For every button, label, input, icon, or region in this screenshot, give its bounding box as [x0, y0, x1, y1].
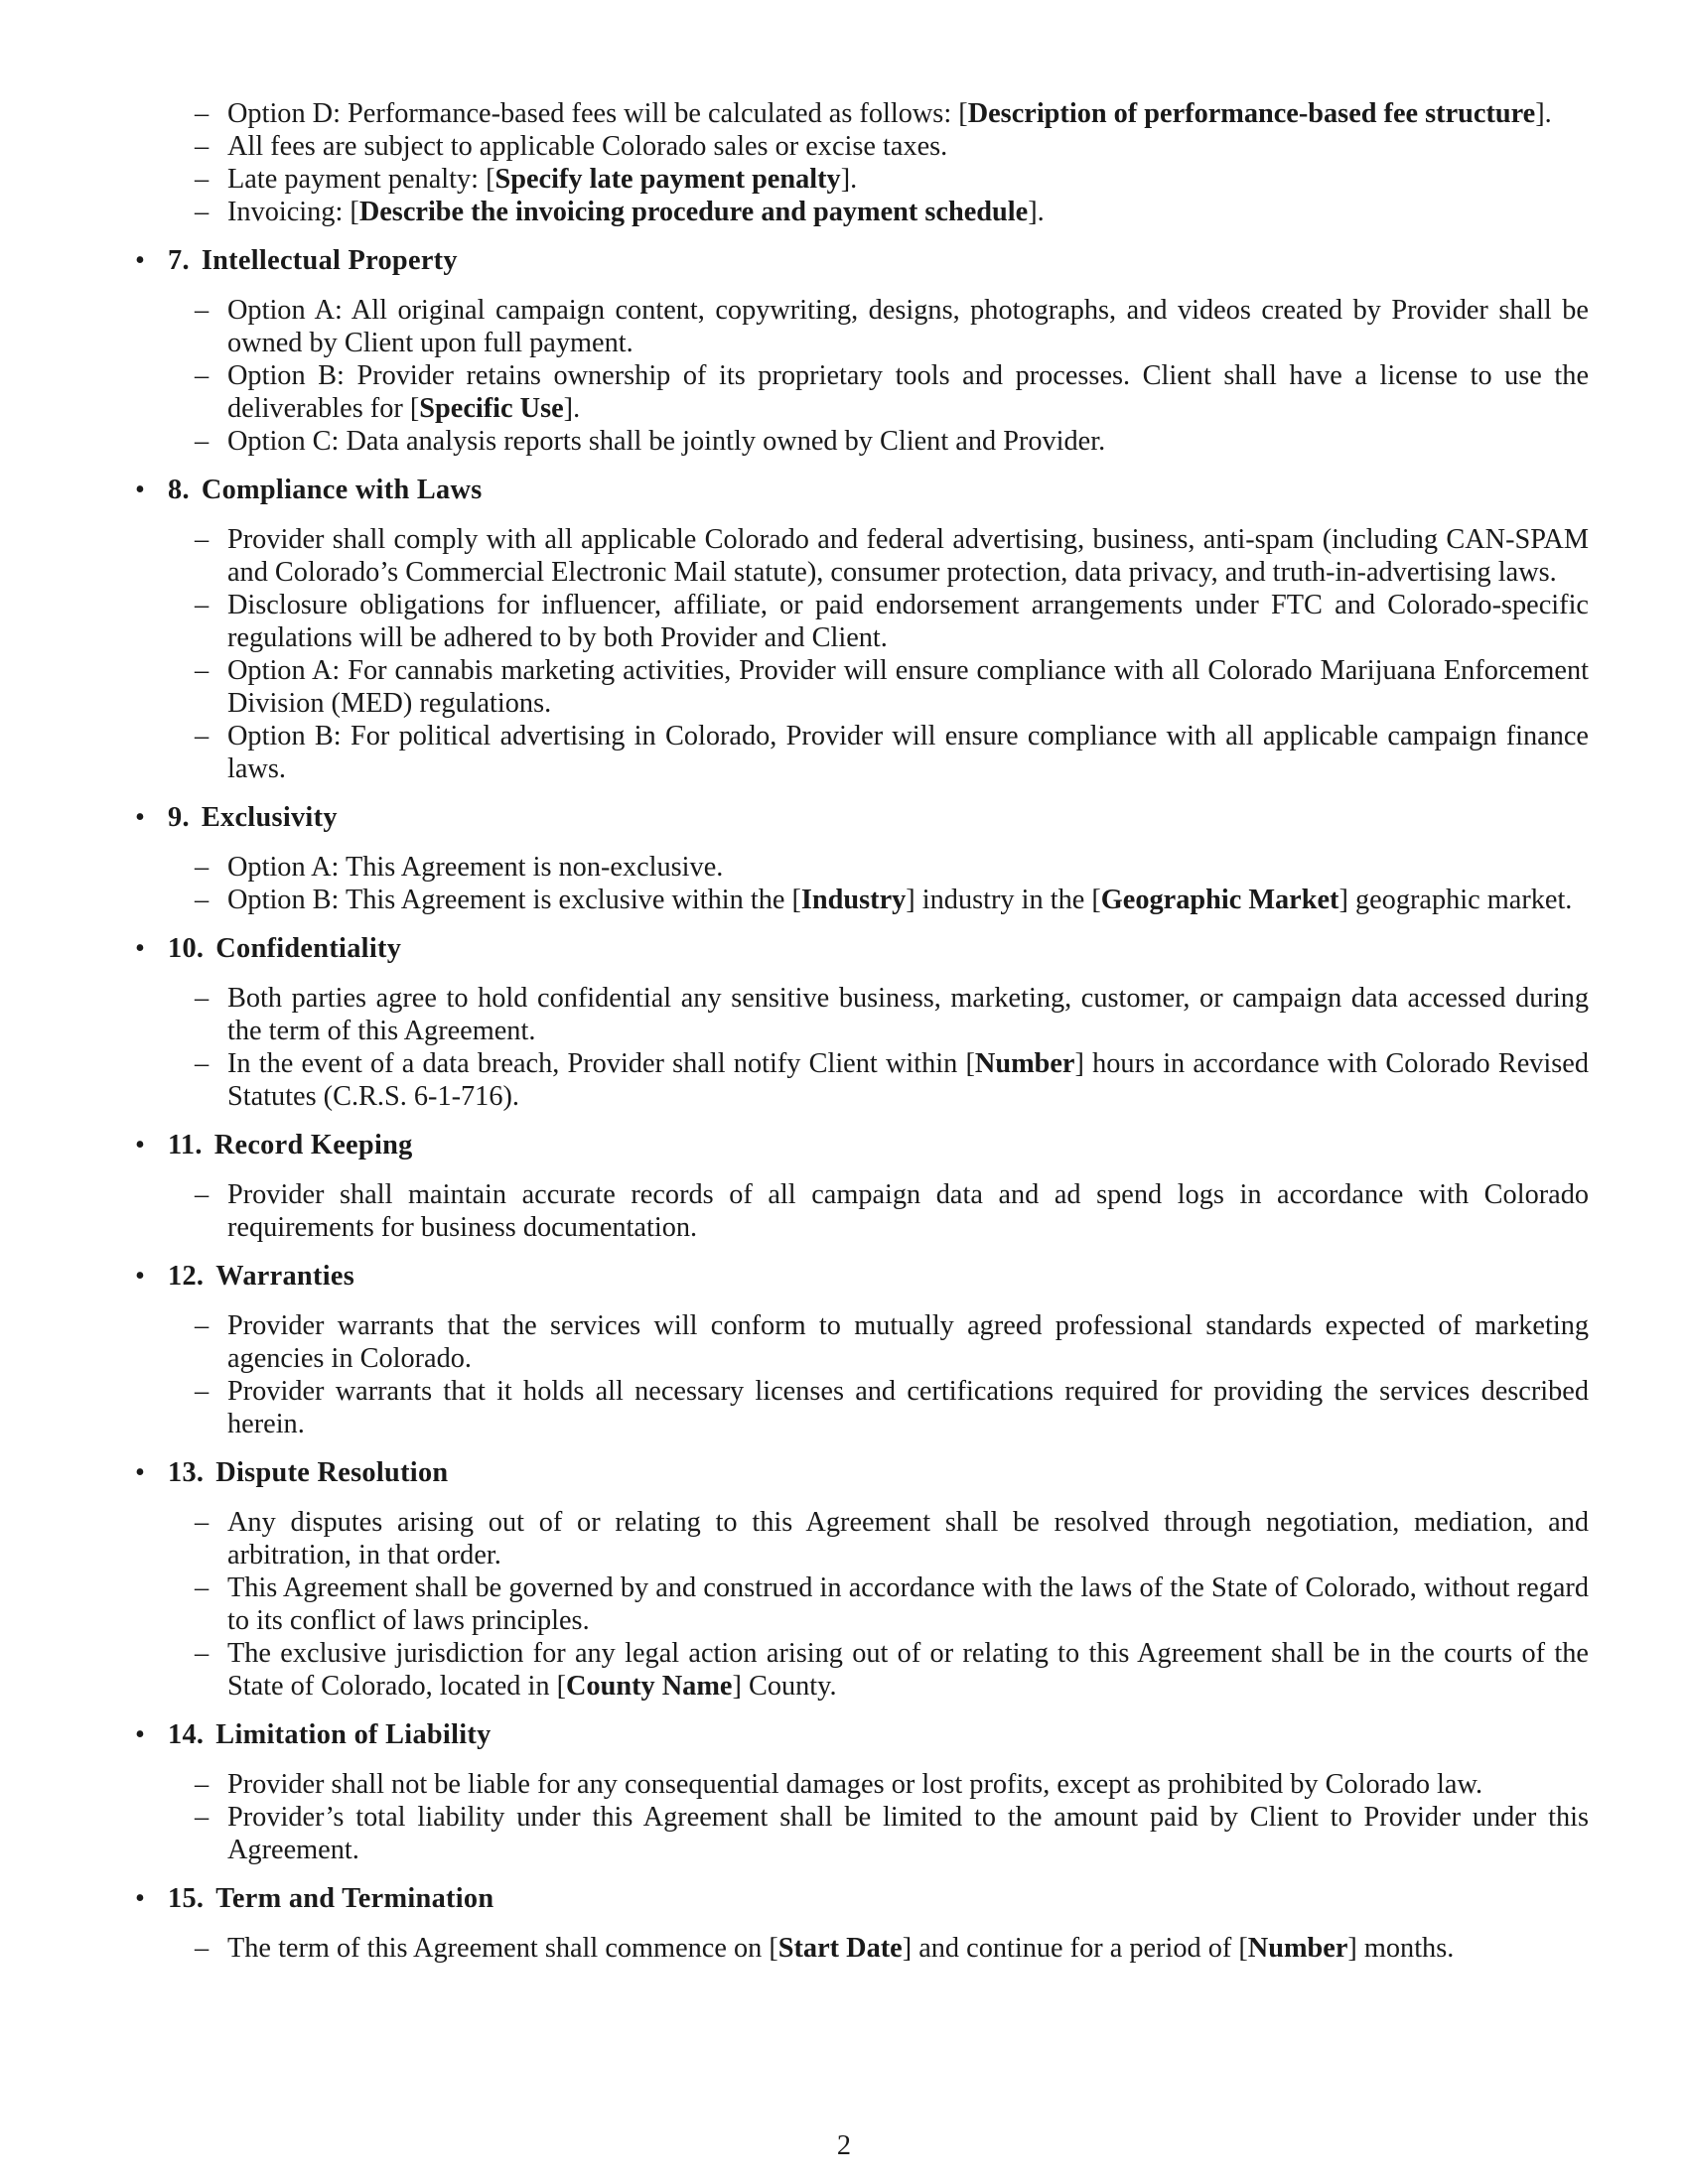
- dash-marker: –: [195, 852, 210, 883]
- section-title: Dispute Resolution: [215, 1457, 449, 1488]
- section-number: 9.: [168, 802, 190, 833]
- item-text: Late payment penalty: [: [227, 164, 495, 195]
- item-text: Option B: Provider retains ownership of its proprietary tools and processes. Client shall have a license to use the deliverables for [: [227, 360, 1589, 424]
- section-number: 8.: [168, 475, 190, 505]
- dash-marker: –: [195, 1769, 210, 1800]
- list-item: [129, 654, 1589, 720]
- section-number: 13.: [168, 1457, 205, 1488]
- item-text: Provider warrants that the services will conform to mutually agreed professional standards expected of marketing agencies in Colorado.: [227, 1310, 1589, 1374]
- section-heading: [129, 244, 1589, 277]
- dash-marker: –: [195, 1310, 210, 1341]
- item-text: Option A: All original campaign content, copywriting, designs, photographs, and videos created by Provider shall be owned by Client upon full payment.: [227, 295, 1589, 358]
- list-item: [129, 1768, 1589, 1801]
- item-text: This Agreement shall be governed by and construed in accordance with the laws of the State of Colorado, without regard to its conflict of laws principles.: [227, 1572, 1589, 1636]
- list-item: [129, 1178, 1589, 1244]
- list-item: [129, 720, 1589, 785]
- item-text: Option A: For cannabis marketing activities, Provider will ensure compliance with all Colorado Marijuana Enforcement Division (MED) regulations.: [227, 655, 1589, 719]
- item-text: ] County.: [732, 1671, 837, 1702]
- placeholder-field: Geographic Market: [1100, 885, 1339, 915]
- bullet-marker: •: [135, 1130, 146, 1160]
- list-item: [129, 130, 1589, 163]
- list-item: [129, 97, 1589, 130]
- section-number: 12.: [168, 1261, 205, 1292]
- bullet-marker: •: [135, 1719, 146, 1750]
- list-item: [129, 982, 1589, 1047]
- item-text: Provider shall not be liable for any consequential damages or lost profits, except as prohibited by Colorado law.: [227, 1769, 1483, 1800]
- section-title: Exclusivity: [201, 802, 338, 833]
- document-body: [129, 97, 1589, 1980]
- section-items: [129, 1768, 1589, 1866]
- list-item: [129, 589, 1589, 654]
- section-title: Intellectual Property: [201, 245, 458, 276]
- item-text: ] geographic market.: [1338, 885, 1573, 915]
- section-items: [129, 1178, 1589, 1244]
- list-item: [129, 1309, 1589, 1375]
- dash-marker: –: [195, 721, 210, 751]
- section-title: Compliance with Laws: [201, 475, 483, 505]
- dash-marker: –: [195, 1179, 210, 1210]
- item-text: ] and continue for a period of [: [902, 1933, 1248, 1964]
- list-item: [129, 1637, 1589, 1703]
- section-heading: [129, 1129, 1589, 1161]
- dash-marker: –: [195, 98, 210, 129]
- section-title: Limitation of Liability: [215, 1719, 492, 1750]
- item-text: Provider shall maintain accurate records of all campaign data and ad spend logs in accordance with Colorado requirements for business documentation.: [227, 1179, 1589, 1243]
- placeholder-field: Industry: [800, 885, 907, 915]
- item-text: ] months.: [1347, 1933, 1455, 1964]
- section-title: Warranties: [215, 1261, 355, 1292]
- section-number: 10.: [168, 933, 205, 964]
- placeholder-field: Specify late payment penalty: [494, 164, 841, 195]
- section-items: [129, 1506, 1589, 1703]
- section-items: [129, 1932, 1589, 1965]
- dash-marker: –: [195, 197, 210, 227]
- item-text: ].: [840, 164, 858, 195]
- dash-marker: –: [195, 885, 210, 915]
- placeholder-field: Describe the invoicing procedure and payment schedule: [358, 197, 1029, 227]
- bullet-marker: •: [135, 1261, 146, 1292]
- placeholder-field: County Name: [566, 1671, 733, 1702]
- section-items: [129, 294, 1589, 458]
- item-text: ].: [1028, 197, 1045, 227]
- bullet-marker: •: [135, 802, 146, 833]
- section-number: 15.: [168, 1883, 205, 1914]
- list-item: [129, 1506, 1589, 1571]
- list-item: [129, 294, 1589, 359]
- dash-marker: –: [195, 1048, 210, 1079]
- list-item: [129, 359, 1589, 425]
- section-title: Record Keeping: [213, 1130, 413, 1160]
- section-number: 11.: [168, 1130, 203, 1160]
- list-item: [129, 1932, 1589, 1965]
- item-text: Option C: Data analysis reports shall be jointly owned by Client and Provider.: [227, 426, 1106, 457]
- section-title: Confidentiality: [215, 933, 402, 964]
- item-text: Invoicing: [: [227, 197, 359, 227]
- item-text: ] industry in the [: [906, 885, 1101, 915]
- bullet-marker: •: [135, 245, 146, 276]
- item-text: The term of this Agreement shall commence on [: [227, 1933, 778, 1964]
- page-number: 2: [836, 2130, 852, 2161]
- placeholder-field: Description of performance-based fee structure: [967, 98, 1536, 129]
- item-text: Any disputes arising out of or relating to this Agreement shall be resolved through negotiation, mediation, and arbitration, in that order.: [227, 1507, 1589, 1570]
- list-item: [129, 163, 1589, 196]
- dash-marker: –: [195, 983, 210, 1014]
- dash-marker: –: [195, 590, 210, 620]
- bullet-marker: •: [135, 475, 146, 505]
- section-number: 7.: [168, 245, 190, 276]
- item-text: The exclusive jurisdiction for any legal action arising out of or relating to this Agreement shall be in the courts of the State of Colorado, located in [: [227, 1638, 1589, 1702]
- dash-marker: –: [195, 655, 210, 686]
- section-items: [129, 851, 1589, 916]
- section-heading: [129, 1456, 1589, 1489]
- dash-marker: –: [195, 295, 210, 326]
- list-item: [129, 523, 1589, 589]
- section-number: 14.: [168, 1719, 205, 1750]
- item-text: ].: [1535, 98, 1552, 129]
- dash-marker: –: [195, 1507, 210, 1538]
- placeholder-field: Start Date: [777, 1933, 903, 1964]
- item-text: ].: [563, 393, 581, 424]
- placeholder-field: Number: [974, 1048, 1075, 1079]
- placeholder-field: Specific Use: [419, 393, 564, 424]
- item-text: Option D: Performance-based fees will be calculated as follows: [: [227, 98, 968, 129]
- list-item: [129, 196, 1589, 228]
- section-items: [129, 1309, 1589, 1440]
- list-item: [129, 884, 1589, 916]
- section-heading: [129, 1718, 1589, 1751]
- list-item: [129, 1375, 1589, 1440]
- bullet-marker: •: [135, 1457, 146, 1488]
- dash-marker: –: [195, 1933, 210, 1964]
- bullet-marker: •: [135, 1883, 146, 1914]
- item-text: Option B: For political advertising in Colorado, Provider will ensure compliance with all applicable campaign finance laws.: [227, 721, 1589, 784]
- item-text: Option A: This Agreement is non-exclusive.: [227, 852, 724, 883]
- section-6-continued-list: [129, 97, 1589, 228]
- section-heading: [129, 1260, 1589, 1293]
- item-text: Provider warrants that it holds all necessary licenses and certifications required for providing the services described herein.: [227, 1376, 1589, 1439]
- list-item: [129, 851, 1589, 884]
- dash-marker: –: [195, 360, 210, 391]
- dash-marker: –: [195, 1376, 210, 1407]
- dash-marker: –: [195, 1638, 210, 1669]
- item-text: All fees are subject to applicable Colorado sales or excise taxes.: [227, 131, 948, 162]
- section-heading: [129, 474, 1589, 506]
- placeholder-field: Number: [1247, 1933, 1348, 1964]
- section-heading: [129, 1882, 1589, 1915]
- dash-marker: –: [195, 131, 210, 162]
- bullet-marker: •: [135, 933, 146, 964]
- dash-marker: –: [195, 426, 210, 457]
- item-text: Disclosure obligations for influencer, affiliate, or paid endorsement arrangements under FTC and Colorado-specific regulations will be adhered to by both Provider and Client.: [227, 590, 1589, 653]
- item-text: Option B: This Agreement is exclusive within the [: [227, 885, 801, 915]
- section-items: [129, 982, 1589, 1113]
- item-text: ] hours in accordance with Colorado Revised Statutes (C.R.S. 6-1-716).: [227, 1048, 1589, 1112]
- list-item: [129, 425, 1589, 458]
- item-text: Both parties agree to hold confidential any sensitive business, marketing, customer, or campaign data accessed during the term of this Agreement.: [227, 983, 1589, 1046]
- list-item: [129, 1571, 1589, 1637]
- dash-marker: –: [195, 1572, 210, 1603]
- dash-marker: –: [195, 524, 210, 555]
- section-heading: [129, 801, 1589, 834]
- list-item: [129, 1047, 1589, 1113]
- item-text: Provider shall comply with all applicable Colorado and federal advertising, business, anti-spam (including CAN-SPAM and Colorado’s Commercial Electronic Mail statute), consumer protection, data privacy, and truth-in-advertising laws.: [227, 524, 1589, 588]
- section-items: [129, 523, 1589, 785]
- dash-marker: –: [195, 1802, 210, 1833]
- section-heading: [129, 932, 1589, 965]
- item-text: In the event of a data breach, Provider shall notify Client within [: [227, 1048, 975, 1079]
- section-title: Term and Termination: [215, 1883, 494, 1914]
- dash-marker: –: [195, 164, 210, 195]
- list-item: [129, 1801, 1589, 1866]
- item-text: Provider’s total liability under this Agreement shall be limited to the amount paid by Client to Provider under this Agreement.: [227, 1802, 1589, 1865]
